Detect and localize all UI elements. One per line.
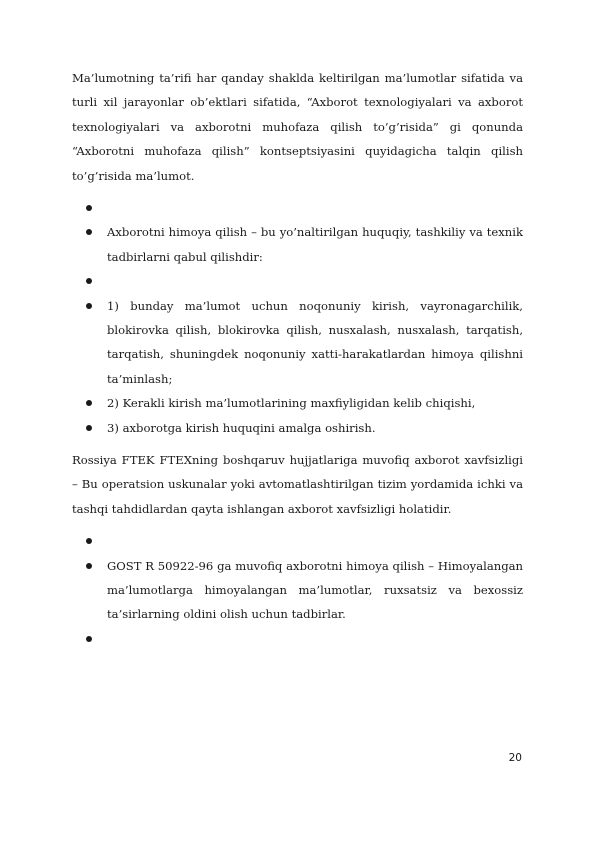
bullet-list-1 (72, 196, 523, 440)
intro-paragraph: Ma’lumotning ta’rifi har qanday shaklda keltirilgan ma’lumotlar sifatida va turli xil jarayonlar ob’ektlari sifatida, “Axborot texnologiyalari va axborot texnologiyalari va axborotni muhofaza qilish to’g’risida” gi qonunda “Axborotni muhofaza qilish” kontseptsiyasini quyidagicha talqin qilish to’g’risida ma’lumot. (72, 71, 523, 183)
list-item: Axborotni himoya qilish – bu yo’naltirilgan huquqiy, tashkiliy va texnik tadbirlarni qabul qilishdir: (72, 220, 523, 269)
page-number: 20 (508, 752, 522, 764)
list-item: 3) axborotga kirish huquqini amalga oshirish. (72, 416, 523, 440)
bullet-icon (86, 563, 92, 569)
bullet-icon (86, 229, 92, 235)
definition-paragraph: Rossiya FTEK FTEXning boshqaruv hujjatlariga muvofiq axborot xavfsizligi – Bu operatsion uskunalar yoki avtomatlashtirilgan tizim yordamida ichki va tashqi tahdidlardan qayta ishlangan axborot xavfsizligi holatidir. (72, 453, 523, 516)
bullet-icon (86, 278, 92, 284)
list-item (72, 529, 523, 553)
document-body (72, 66, 523, 659)
bullet-icon (86, 538, 92, 544)
list-item: 2) Kerakli kirish ma’lumotlarining maxfiyligidan kelib chiqishi, (72, 391, 523, 415)
bullet-icon (86, 205, 92, 211)
list-item (72, 627, 523, 651)
bullet-icon (86, 400, 92, 406)
list-item: GOST R 50922-96 ga muvofiq axborotni himoya qilish – Himoyalangan ma’lumotlarga himoyalangan ma’lumotlar, ruxsatsiz va bexossiz ta’sirlarning oldini olish uchun tadbirlar. (72, 554, 523, 627)
list-item: 1) bunday ma’lumot uchun noqonuniy kirish, vayronagarchilik, blokirovka qilish, blokirovka qilish, nusxalash, nusxalash, tarqatish, tarqatish, shuningdek noqonuniy xatti-harakatlardan himoya qilishni ta’minlash; (72, 294, 523, 392)
bullet-icon (86, 636, 92, 642)
bullet-icon (86, 303, 92, 309)
list-item (72, 269, 523, 293)
bullet-list-2 (72, 529, 523, 651)
bullet-icon (86, 425, 92, 431)
list-item (72, 196, 523, 220)
